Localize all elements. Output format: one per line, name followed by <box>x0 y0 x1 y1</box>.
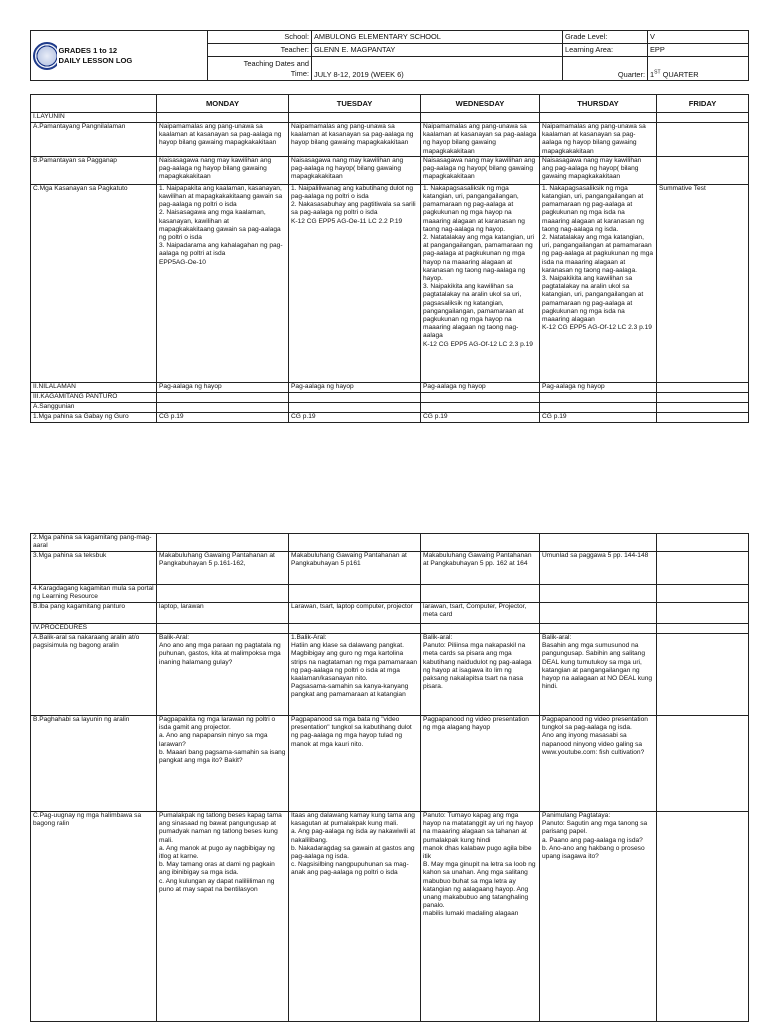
table-row <box>31 113 749 123</box>
table-row <box>31 412 749 422</box>
day-cell <box>657 412 749 422</box>
row-label: C.Pag-uugnay ng mga halimbawa sa bagong ralin <box>31 812 157 1022</box>
table-row <box>31 534 749 552</box>
row-label: 4.Karagdagang kagamitan mula sa portal ng Learning Resource <box>31 585 157 603</box>
quarter-label: Quarter: <box>563 57 648 81</box>
table-row <box>31 812 749 1022</box>
day-cell: Larawan, tsart, laptop computer, projector <box>289 603 421 624</box>
teacher-value: GLENN E. MAGPANTAY <box>312 44 563 57</box>
school-label: School: <box>208 31 312 44</box>
day-header-blank <box>31 95 157 113</box>
day-cell: Summative Test <box>657 184 749 382</box>
lesson-log-header <box>30 30 749 81</box>
row-label: B.Pamantayan sa Pagganap <box>31 156 157 184</box>
lesson-log-table-part2 <box>30 533 749 1022</box>
row-label: 3.Mga pahina sa teksbuk <box>31 552 157 585</box>
grade-value: V <box>648 31 749 44</box>
day-cell: Makabuluhang Gawaing Pantahanan at Pangkabuhayan 5 pp. 162 at 164 <box>421 552 540 585</box>
day-cell: Balik-aral: Basahin ang mga sumusunod na pangungusap. Sabihin ang salitang DEAL kung tumutukoy sa mga uri, katangian at pangangailangan ng hayop na aalagaan at NO DEAL kung hindi. <box>540 634 657 716</box>
day-cell <box>421 624 540 634</box>
day-cell <box>421 392 540 402</box>
day-cell: 1. Naipaliliwanag ang kabutihang dulot ng pag-aalaga ng poltri o isda 2. Nakasasabuhay ang pagtitiwala sa sarili sa pag-aalaga ng poltri o isda K-12 CG EPP5 AG-Oe-11 LC 2.2 P.19 <box>289 184 421 382</box>
day-cell: Makabuluhang Gawaing Pantahanan at Pangkabuhayan 5 p.161-162, <box>157 552 289 585</box>
title-line2: DAILY LESSON LOG <box>58 55 133 65</box>
day-header-row <box>31 95 749 113</box>
day-cell <box>657 113 749 123</box>
table-row <box>31 123 749 157</box>
teacher-label: Teacher: <box>208 44 312 57</box>
table-row <box>31 382 749 392</box>
quarter-value <box>648 57 749 81</box>
day-cell: Naisasagawa nang may kawilihan ang pag-aalaga ng hayop bilang gawaing mapagkakakitaan <box>157 156 289 184</box>
day-cell: Balik-Aral: Ano ano ang mga paraan ng pagtatala ng puhunan, gastos, kita at malimpoksa mga inaning halamang gulay? <box>157 634 289 716</box>
day-cell: laptop, larawan <box>157 603 289 624</box>
day-header-friday: FRIDAY <box>657 95 749 113</box>
table-row <box>31 156 749 184</box>
day-cell <box>657 634 749 716</box>
day-cell <box>657 392 749 402</box>
table-row <box>31 184 749 382</box>
day-cell: Naipamamalas ang pang-unawa sa kaalaman at kasanayan sa pag-aalaga ng hayop bilang gawaing mapagkakakitaan <box>289 123 421 157</box>
table-row <box>31 624 749 634</box>
row-label: A.Sanggunian <box>31 402 157 412</box>
area-value: EPP <box>648 44 749 57</box>
day-cell: Pagpapanood ng video presentation ng mga alagang hayop <box>421 716 540 812</box>
day-cell <box>540 534 657 552</box>
day-cell: CG p.19 <box>157 412 289 422</box>
dates-label <box>208 57 312 81</box>
day-cell <box>157 113 289 123</box>
day-cell <box>289 113 421 123</box>
row-label: B.Paghahabi sa layunin ng aralin <box>31 716 157 812</box>
log-title <box>57 31 208 81</box>
day-cell <box>657 534 749 552</box>
day-cell <box>540 402 657 412</box>
row-label: A.Balik-aral sa nakaraang aralin at/o pagsisimula ng bagong aralin <box>31 634 157 716</box>
row-label: II.NILALAMAN <box>31 382 157 392</box>
row-label: A.Pamantayang Pangnilalaman <box>31 123 157 157</box>
title-line1: GRADES 1 to 12 <box>58 45 118 55</box>
day-cell <box>657 552 749 585</box>
day-cell <box>157 585 289 603</box>
table-row <box>31 634 749 716</box>
day-cell <box>540 624 657 634</box>
day-cell <box>289 402 421 412</box>
area-label: Learning Area: <box>563 44 648 57</box>
day-cell <box>157 402 289 412</box>
day-cell: Naipamamalas ang pang-unawa sa kaalaman at kasanayan sa pag-aalaga ng hayop bilang gawaing mapagkakakitaan <box>540 123 657 157</box>
day-cell <box>657 812 749 1022</box>
dates-label-line1: Teaching Dates and <box>243 58 309 68</box>
day-cell: Panuto: Tumayo kapag ang mga hayop na matatanggit ay uri ng hayop na maaaring alagaan sa tahanan at pumalakpak kung hindi manok dhas kalabaw pugo agila bibe itik B. May mga ginupit na letra sa loob ng kahon sa unahan. Ang mga salitang mabubuo buhat sa mga letra ay katangian ng aalagaang hayop. Ang unang makabubuo ang tatanghaling panalo. mabilis lumaki madaling alagaan <box>421 812 540 1022</box>
day-cell: Naisasagawa nang may kawilihan ang pag-aalaga ng hayop( bilang gawaing mapagkakakitaan <box>289 156 421 184</box>
table-row <box>31 603 749 624</box>
seal-cell <box>31 31 57 81</box>
day-cell: Umunlad sa paggawa 5 pp. 144-148 <box>540 552 657 585</box>
day-cell: Pag-aalaga ng hayop <box>540 382 657 392</box>
day-header-tuesday: TUESDAY <box>289 95 421 113</box>
day-header-thursday: THURSDAY <box>540 95 657 113</box>
day-cell: CG p.19 <box>289 412 421 422</box>
day-cell <box>421 113 540 123</box>
row-label: III.KAGAMITANG PANTURO <box>31 392 157 402</box>
day-cell <box>657 716 749 812</box>
quarter-word: QUARTER <box>660 70 699 79</box>
rows-part1 <box>31 113 749 423</box>
day-cell: Itaas ang dalawang kamay kung tama ang kasagutan at pumalakpak kung mali. a. Ang pag-aalaga ng isda ay nakawiwili at nakalilibang. b. Nakadaragdag sa gawain at gastos ang pag-aalaga ng isda. c. Nagsisilbing nangpupuhunan sa mag-anak ang pag-aalaga ng poltri o isda <box>289 812 421 1022</box>
day-cell: Pumalakpak ng tatlong beses kapag tama ang sinasaad ng bawat pangungusap at pumadyak naman ng tatlong beses kung mali. a. Ang manok at pugo ay nagbibigay ng itlog at karne. b. May tamang oras at dami ng pagkain ang ibinibigay sa mga isda. c. Ang kulungan ay dapat naliliiliman ng puno at may sapat na bentilasyon <box>157 812 289 1022</box>
day-cell: Naipamamalas ang pang-unawa sa kaalaman at kasanayan sa pag-aalaga ng hayop bilang gawaing mapagkakakitaan <box>157 123 289 157</box>
day-cell <box>289 534 421 552</box>
day-header-wednesday: WEDNESDAY <box>421 95 540 113</box>
rows-part2 <box>31 534 749 1022</box>
dates-label-line2: Time: <box>290 68 309 78</box>
school-value: AMBULONG ELEMENTARY SCHOOL <box>312 31 563 44</box>
table-row <box>31 402 749 412</box>
day-cell: CG p.19 <box>540 412 657 422</box>
day-cell <box>657 382 749 392</box>
deped-seal-icon <box>33 42 57 70</box>
day-cell: Naisasagawa nang may kawilihan ang pag-aalaga ng hayop( bilang gawaing mapagkakakitaan <box>540 156 657 184</box>
day-cell: 1. Nakapagsasaliksik ng mga katangian, uri, pangangailangan, pamamaraan ng pag-aalaga at pagkukunan ng mga hayop na maaaring alagaan at karanasan ng taong nag-aalaga ng hayop. 2. Natatalakay ang mga katangian, uri at pangangailangan, pamamaraan ng pag-aalaga at pagkukunan ng mga hayop na maaaring alagaan at karanasan ng taong nag-aalaga ng hayop. 3. Naipakikita ang kawilihan sa pagtatalakay na aralin ukol sa uri, pagsasaliksik ng katangian, pangangailangan, pamamaraan at pagkukunan ng mga hayop na maaaring alagaan ng taong nag-aalaga K-12 CG EPP5 AG-Of-12 LC 2.3 p.19 <box>421 184 540 382</box>
row-label: IV.PROCEDURES <box>31 624 157 634</box>
day-cell: Panimulang Pagtataya: Panuto: Sagutin ang mga tanong sa parisang papel. a. Paano ang pag-aalaga ng isda? b. Ano-ano ang hakbang o proseso upang isagawa ito? <box>540 812 657 1022</box>
row-label: 2.Mga pahina sa kagamitang pang-mag-aaral <box>31 534 157 552</box>
row-label: B.Iba pang kagamitang panturo <box>31 603 157 624</box>
row-label: C.Mga Kasanayan sa Pagkatuto <box>31 184 157 382</box>
day-cell: larawan, tsart, Computer, Projector, meta card <box>421 603 540 624</box>
day-cell: Naisasagawa nang may kawilihan ang pag-aalaga ng hayop( bilang gawaing mapagkakakitaan <box>421 156 540 184</box>
day-cell <box>421 534 540 552</box>
day-cell: Pag-aalaga ng hayop <box>157 382 289 392</box>
day-cell <box>657 123 749 157</box>
lesson-log-table-part1 <box>30 94 749 423</box>
day-cell: 1. Nakapagsasaliksik ng mga katangian, uri, pangangailangan at pamamaraan ng pag-aalaga at pagkukunan ng mga isda na maaaring alagaan at karanasan ng taong nag-aalaga ng isda. 2. Natatalakay ang mga katangian, uri, pangangailangan at pamamaraan ng pag-aalaga at pagkukunan ng mga isda na maaaring alagaan at karanasan ng taong nag-aalaga. 3. Naipakikita ang kawilihan sa pagtatalakay na aralin ukol sa katangian, uri, pangangailangan at pamamaraan ng pag-aalaga at pagkukunan ng mga isda na maaaring alagaan K-12 CG EPP5 AG-Of-12 LC 2.3 p.19 <box>540 184 657 382</box>
day-cell <box>540 585 657 603</box>
day-cell <box>157 392 289 402</box>
day-cell <box>540 392 657 402</box>
day-cell <box>657 624 749 634</box>
day-cell <box>540 603 657 624</box>
day-cell <box>289 585 421 603</box>
table-row <box>31 392 749 402</box>
day-cell <box>157 534 289 552</box>
day-cell: Makabuluhang Gawaing Pantahanan at Pangkabuhayan 5 p161 <box>289 552 421 585</box>
day-cell: Pag-aalaga ng hayop <box>289 382 421 392</box>
day-cell <box>157 624 289 634</box>
day-cell <box>289 624 421 634</box>
day-cell <box>540 113 657 123</box>
day-cell <box>289 392 421 402</box>
table-row <box>31 585 749 603</box>
day-cell: Pag-aalaga ng hayop <box>421 382 540 392</box>
day-cell <box>657 585 749 603</box>
day-cell: Naipamamalas ang pang-unawa sa kaalaman at kasanayan sa pag-aalaga ng hayop bilang gawaing mapagkakakitaan <box>421 123 540 157</box>
day-cell <box>657 603 749 624</box>
day-cell: CG p.19 <box>421 412 540 422</box>
day-cell: Balik-aral: Panuto: Piliinsa mga nakapaskil na meta cards sa pisara ang mga kabutihang naidudulot ng pag-aalaga ng hayop at isagawa ito lim ng paksang nakalapitsa tsart na nasa pisara. <box>421 634 540 716</box>
day-cell <box>657 156 749 184</box>
day-cell: Pagpapanood sa mga bata ng "video presentation" tungkol sa kabutihang dulot ng pag-aalaga ng mga hayop tulad ng manok at mga kauri nito. <box>289 716 421 812</box>
day-cell: Pagpapakita ng mga larawan ng poltri o isda gamit ang projector. a. Ano ang napapansin ninyo sa mga larawan? b. Maaari bang pagsama-samahin sa isang pangkat ang mga ito? Bakit? <box>157 716 289 812</box>
table-row <box>31 552 749 585</box>
day-cell: 1.Balik-Aral: Hatiin ang klase sa dalawang pangkat. Magbibigay ang guro ng mga kartolina strips na nagtataman ng mga pamamaraan ng pag-aalaga ng poltri o isda at mga kaalaman/kasanayan nito. Pagsasama-samahin sa kanya-kanyang pangkat ang pamamaraan at katangian <box>289 634 421 716</box>
table-row <box>31 716 749 812</box>
row-label: I.LAYUNIN <box>31 113 157 123</box>
day-cell: Pagpapanood ng video presentation tungkol sa pag-aalaga ng isda. Ano ang inyong masasabi sa napanood ninyong video galing sa www.youtube.com: fish cultivation? <box>540 716 657 812</box>
day-header-monday: MONDAY <box>157 95 289 113</box>
day-cell <box>421 402 540 412</box>
row-label: 1.Mga pahina sa Gabay ng Guro <box>31 412 157 422</box>
quarter-num: 1 <box>650 70 655 79</box>
grade-label: Grade Level: <box>563 31 648 44</box>
quarter-sup: ST <box>654 69 661 76</box>
day-cell <box>657 402 749 412</box>
dates-value: JULY 8-12, 2019 (WEEK 6) <box>312 57 563 81</box>
day-cell <box>421 585 540 603</box>
day-cell: 1. Naipapakita ang kaalaman, kasanayan, kawilihan at mapagkakakitaang gawain sa pag-aalaga ng poltri o isda 2. Naisasagawa ang mga kaalaman, kasanayan, kawilihan at mapagkakakitaang gawain sa pag-aalaga ng poltri o isda 3. Naipadarama ang kahalagahan ng pag-aalaga ng poltri at isda EPP5AG-Oe-10 <box>157 184 289 382</box>
